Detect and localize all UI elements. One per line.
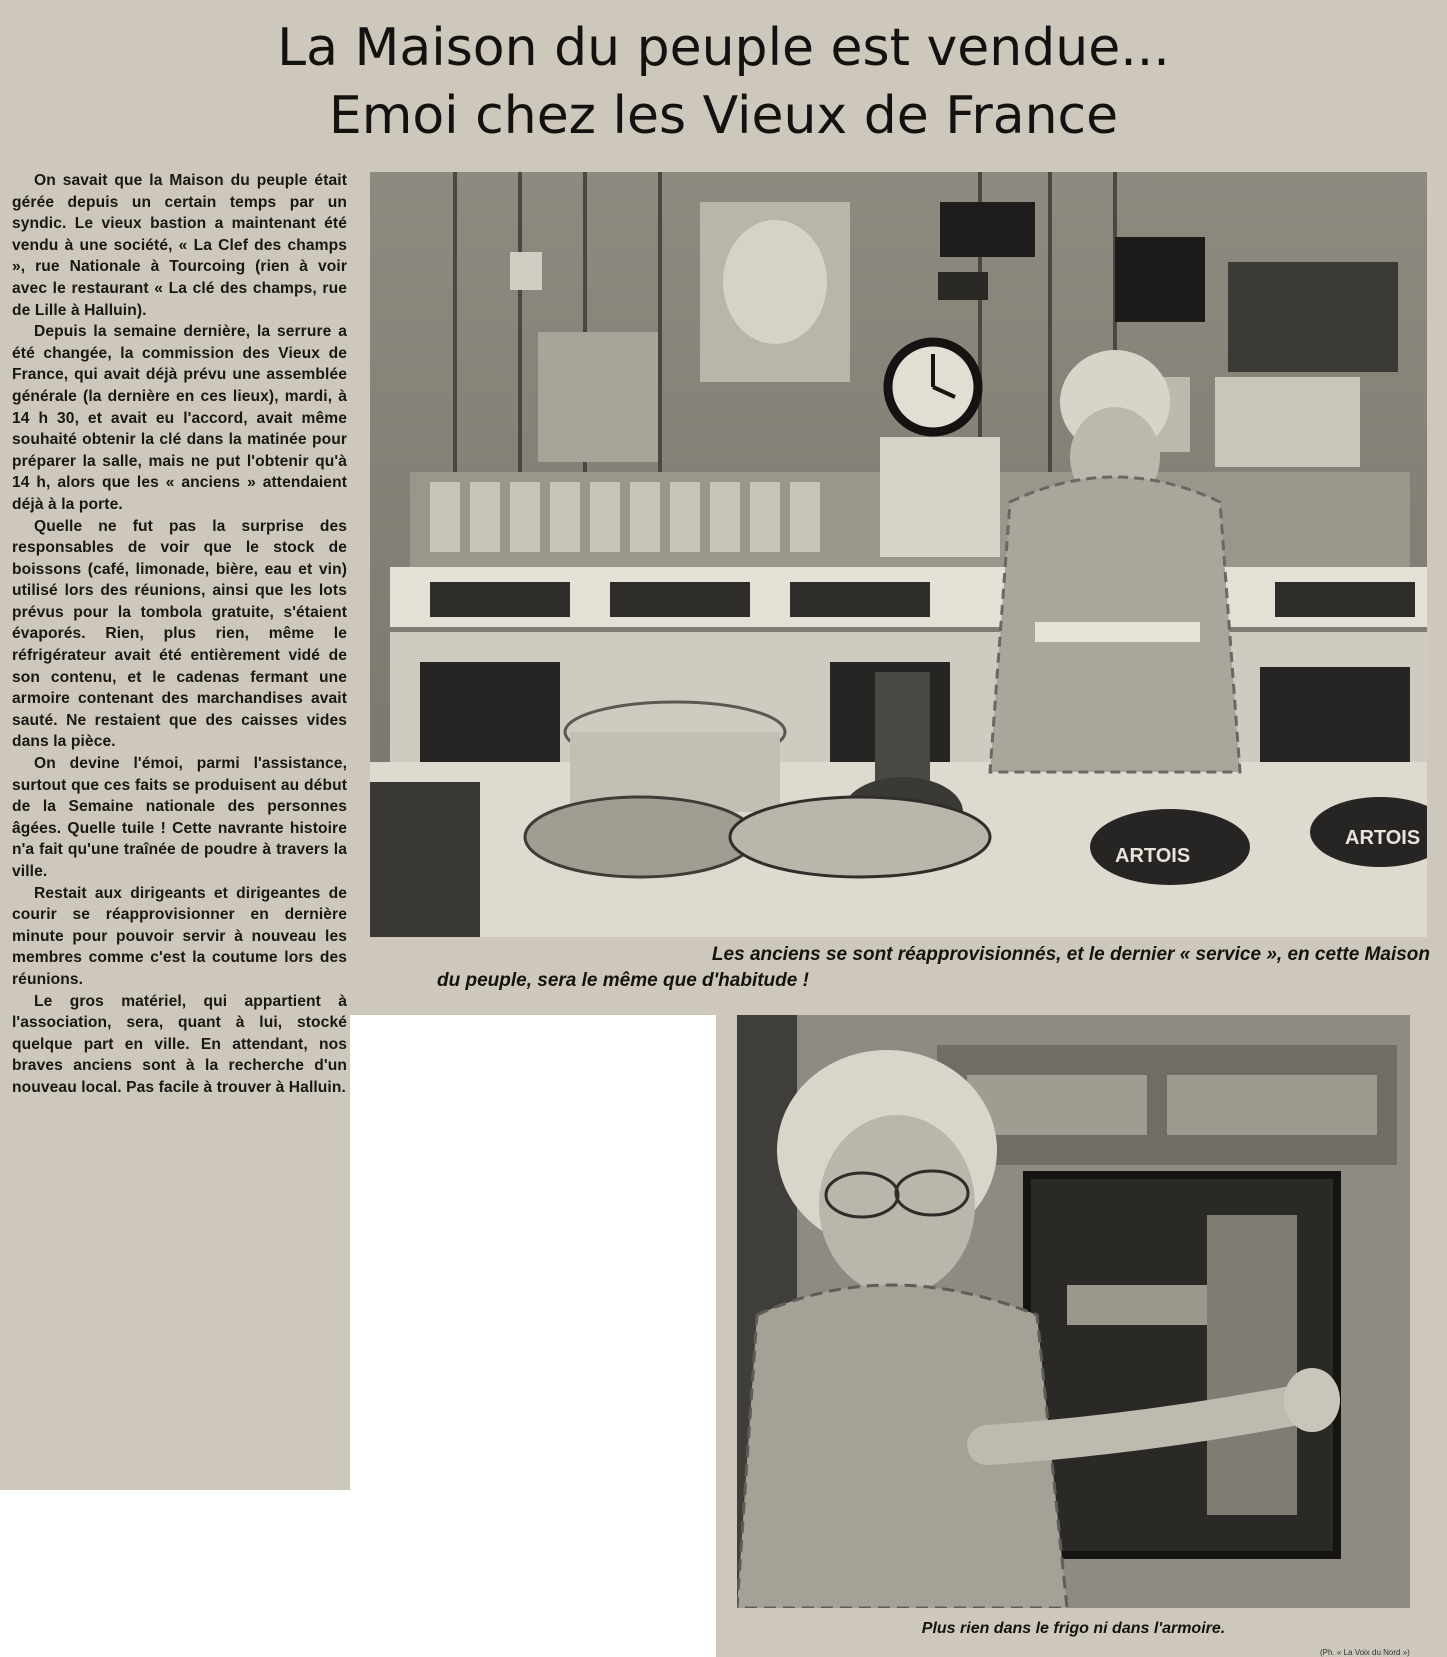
headline-line-2: Emoi chez les Vieux de France xyxy=(328,86,1119,146)
photo-caption-top xyxy=(437,942,1430,994)
article-paragraph: On savait que la Maison du peuple était gérée depuis un certain temps par un syndic. Le vieux bastion a maintenant été vendu à une société, « La Clef des champs », rue Nationale à Tourcoing (rien à voir avec le restaurant « La clé des champs, rue de Lille à Halluin). xyxy=(12,172,347,319)
photo-cupboard-illustration xyxy=(737,1015,1410,1608)
article-headline xyxy=(0,14,1447,150)
photo-bar-counter-illustration xyxy=(370,172,1427,937)
photo-caption-bottom: Plus rien dans le frigo ni dans l'armoire. xyxy=(921,1620,1226,1637)
photo-credit: (Ph. « La Voix du Nord ») xyxy=(1320,1648,1410,1657)
ashtray-label-2: ARTOIS xyxy=(1345,827,1421,849)
photo-cupboard xyxy=(737,1015,1410,1608)
headline-line-1: La Maison du peuple est vendue... xyxy=(277,18,1170,78)
article-paragraph: Le gros matériel, qui appartient à l'association, sera, quant à lui, stocké quelque part en ville. En attendant, nos braves anciens sont à la recherche d'un nouveau local. Pas facile à trouver à Halluin. xyxy=(12,992,347,1096)
caption-top-line-2: du peuple, sera le même que d'habitude ! xyxy=(437,970,809,991)
caption-top-line-1: Les anciens se sont réapprovisionnés, et le dernier « service », en cette Maison xyxy=(711,944,1430,965)
article-paragraph: Quelle ne fut pas la surprise des responsables de voir que le stock de boissons (café, limonade, bière, eau et vin) utilisé lors des réunions, ainsi que les lots prévus pour la tombola gratuite, s'étaient évaporés. Rien, plus rien, même le réfrigérateur avait été entièrement vidé de son contenu, et le cadenas fermant une armoire contenant des marchandises avait sauté. Ne restaient que des caisses vides dans la pièce. xyxy=(12,517,347,751)
ashtray-label-1: ARTOIS xyxy=(1115,845,1191,867)
article-paragraph: Restait aux dirigeants et dirigeantes de courir se réapprovisionner en dernière minute pour pouvoir servir à nouveau les membres comme c'est la coutume lors des réunions. xyxy=(12,884,347,988)
article-paragraph: Depuis la semaine dernière, la serrure a été changée, la commission des Vieux de France, qui avait déjà prévu une assemblée générale (la dernière en ces lieux), mardi, à 14 h 30, et avait eu l'accord, avait même souhaité obtenir la clé dans la matinée pour préparer la salle, mais ne put l'obtenir qu'à 14 h, alors que les « anciens » attendaient déjà à la porte. xyxy=(12,323,347,513)
photo-bar-counter xyxy=(370,172,1427,937)
article-body xyxy=(12,170,347,1099)
article-paragraph: On devine l'émoi, parmi l'assistance, surtout que ces faits se produisent au début de la Semaine nationale des personnes âgées. Quelle tuile ! Cette navrante histoire n'a fait qu'une traînée de poudre à travers la ville. xyxy=(12,755,347,880)
